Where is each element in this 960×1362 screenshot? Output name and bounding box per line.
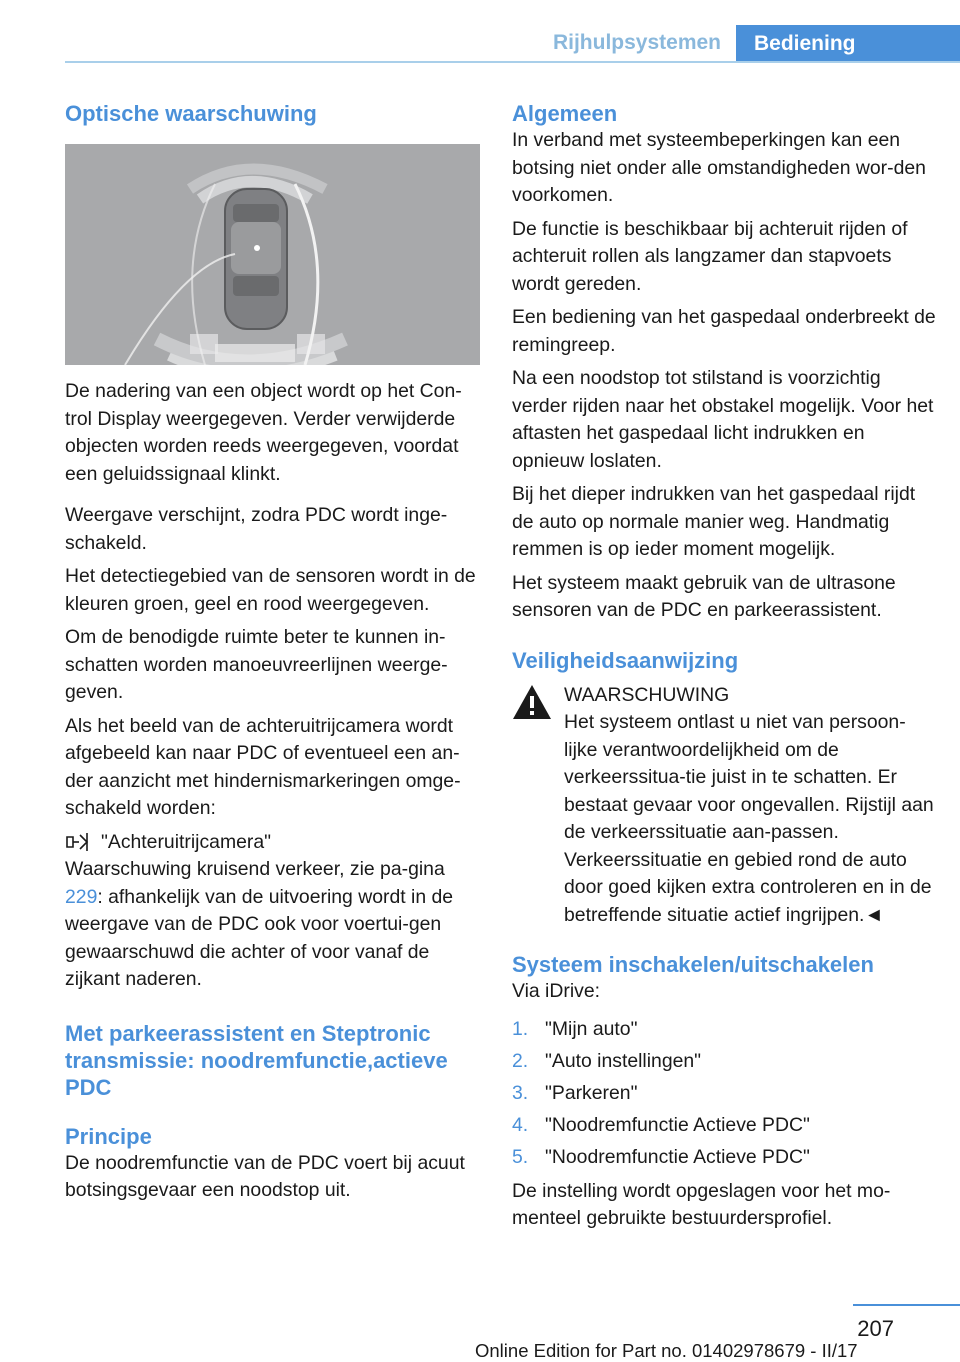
paragraph-via-idrive: Via iDrive: xyxy=(512,980,601,1002)
warning-block xyxy=(512,682,937,930)
subsection-title-systeem: Systeem inschakelen/uitschakelen xyxy=(512,952,874,977)
paragraph-systeembeperkingen: In verband met systeembeperkingen kan een botsing niet onder alle omstandigheden wor-den voorkomen. xyxy=(512,129,926,206)
kruisend-text-post: : afhankelijk van de uitvoering wordt in de weergave van de PDC ook voor voertui-gen gewaarschuwd die achter of voor vanaf de zijkant naderen. xyxy=(65,885,454,990)
paragraph-functie: De functie is beschikbaar bij achteruit rijden of achteruit rollen als langzamer dan stapvoets wordt gereden. xyxy=(512,217,908,295)
paragraph-nadering: De nadering van een object wordt op het Con-trol Display weergegeven. Verder verwijderde objecten worden reeds weergegeven, voordat een geluidssignaal klinkt. xyxy=(65,380,462,485)
left-column xyxy=(65,100,485,1211)
camera-option-line xyxy=(65,829,485,857)
paragraph-kruisend-verkeer xyxy=(65,856,485,994)
paragraph-weergave: Weergave verschijnt, zodra PDC wordt inge-schakeld. xyxy=(65,504,448,554)
page-number: 207 xyxy=(857,1316,894,1341)
list-item: 4. "Noodremfunctie Actieve PDC" xyxy=(512,1113,810,1136)
paragraph-achteruitrijcamera: Als het beeld van de achteruitrijcamera wordt afgebeeld kan naar PDC of eventueel een an-der aanzicht met hindernismarkeringen omge-schakeld worden: xyxy=(65,714,461,819)
subsection-title-principe: Principe xyxy=(65,1123,152,1149)
paragraph-principe: De noodremfunctie van de PDC voert bij acuut botsingsgevaar een noodstop uit. xyxy=(65,1151,465,1201)
idrive-steps-list xyxy=(512,1014,937,1174)
paragraph-ruimte: Om de benodigde ruimte beter te kunnen in-schatten worden manoeuvreerlijnen weerge-geven. xyxy=(65,626,448,703)
list-item: 1. "Mijn auto" xyxy=(512,1017,638,1040)
section-title-optische: Optische waarschuwing xyxy=(65,101,317,126)
header-rule xyxy=(65,61,960,63)
list-item: 2. "Auto instellingen" xyxy=(512,1049,702,1072)
warning-triangle-icon xyxy=(512,684,552,720)
list-item: 5. "Noodremfunctie Actieve PDC" xyxy=(512,1145,810,1168)
pdc-car-image xyxy=(65,144,480,365)
edition-footer: Online Edition for Part no. 01402978679 - II/17 xyxy=(475,1340,858,1361)
right-column xyxy=(512,100,937,1239)
page-link-229[interactable]: 229 xyxy=(65,885,98,908)
paragraph-dieper: Bij het dieper indrukken van het gaspedaal rijdt de auto op normale manier weg. Handmatig remmen is op ieder moment mogelijk. xyxy=(512,483,916,560)
paragraph-ultrasone: Het systeem maakt gebruik van de ultrasone sensoren van de PDC en parkeerassistent. xyxy=(512,571,896,621)
warning-text: Het systeem ontlast u niet van persoon-lijke verantwoordelijkheid om de verkeerssitua-tie juist in te schatten. Er bestaat gevaar voor ongevallen. Rijstijl aan de verkeerssituatie aan-passen. Verkeerssituatie en gebied rond de auto door goed kijken extra controleren en in de betreffende situatie actief ingrijpen.◄ xyxy=(564,711,934,926)
paragraph-instelling: De instelling wordt opgeslagen voor het mo-menteel gebruikte bestuurdersprofiel. xyxy=(512,1179,891,1229)
header-active-tab: Bediening xyxy=(736,25,960,63)
paragraph-detectiegebied: Het detectiegebied van de sensoren wordt in de kleuren groen, geel en rood weergegeven. xyxy=(65,565,476,615)
header-section-label: Rijhulpsystemen xyxy=(552,31,722,54)
subsection-title-algemeen: Algemeen xyxy=(512,101,618,126)
paragraph-noodstop: Na een noodstop tot stilstand is voorzichtig verder rijden naar het obstakel mogelijk. Voor het aftasten het gaspedaal licht indrukken en opnieuw loslaten. xyxy=(512,367,934,472)
pdc-illustration xyxy=(65,144,480,365)
camera-icon xyxy=(65,831,91,853)
section-title-parkeerassistent: Met parkeerassistent en Steptronic transmissie: noodremfunctie,actieve PDC xyxy=(65,1020,448,1100)
footer-rule xyxy=(853,1304,960,1306)
warning-label: WAARSCHUWING xyxy=(564,683,730,706)
kruisend-text-pre: Waarschuwing kruisend verkeer, zie pa-gina xyxy=(65,858,445,880)
camera-option-label: "Achteruitrijcamera" xyxy=(101,830,272,853)
list-item: 3. "Parkeren" xyxy=(512,1081,638,1104)
paragraph-gaspedaal: Een bediening van het gaspedaal onderbreekt de remingreep. xyxy=(512,306,936,356)
subsection-title-veiligheid: Veiligheidsaanwijzing xyxy=(512,647,739,673)
